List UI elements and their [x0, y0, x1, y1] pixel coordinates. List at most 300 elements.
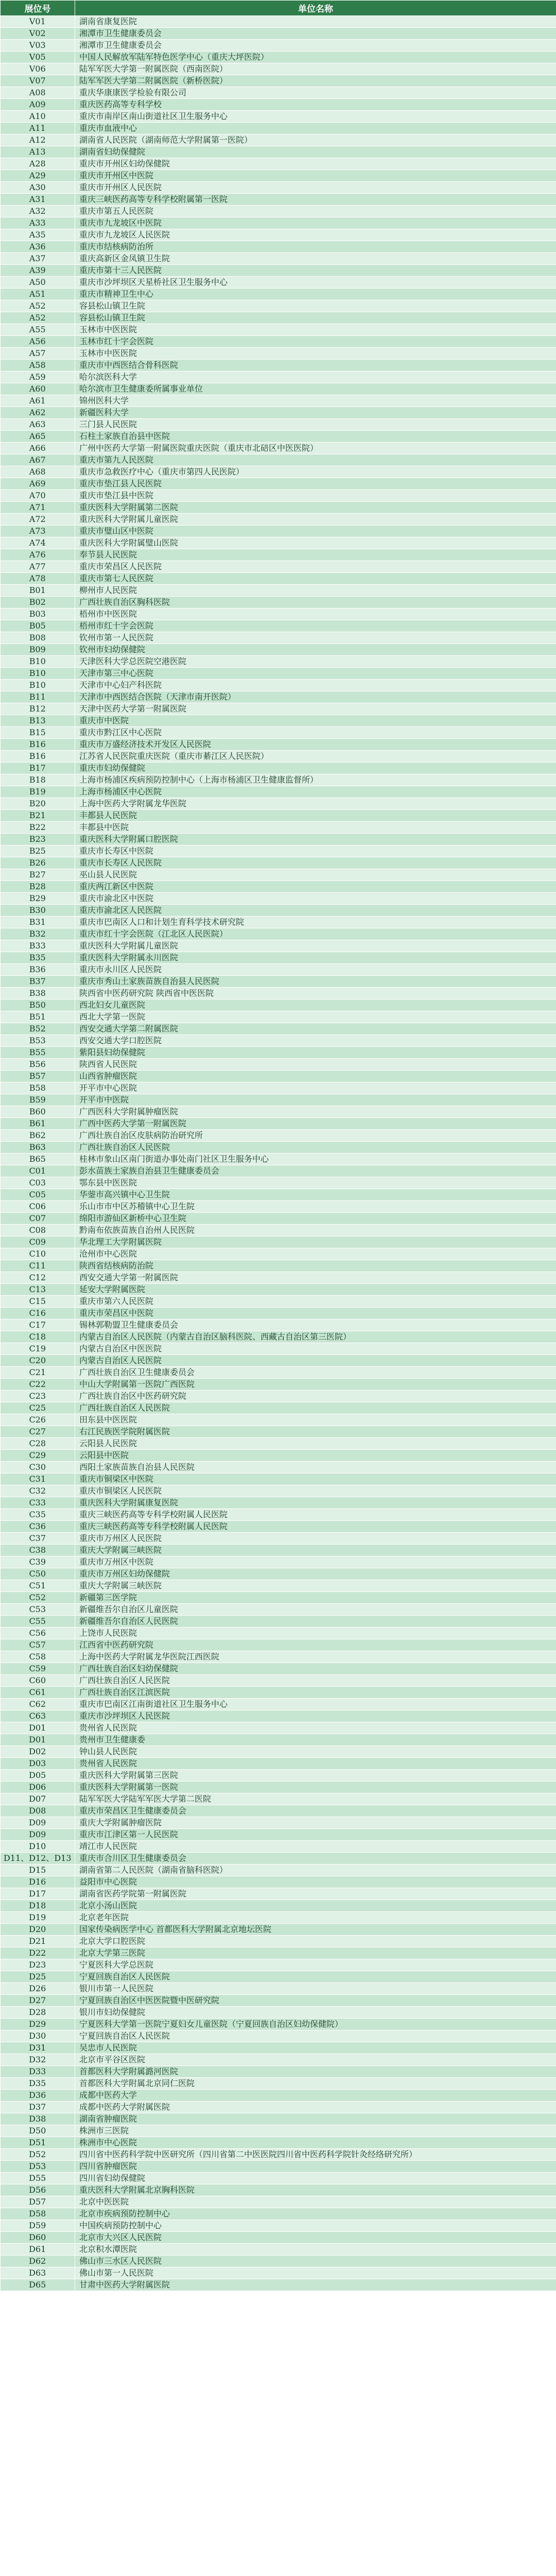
table-row	[1, 822, 556, 834]
table-row	[1, 158, 556, 170]
booth-number-cell: C01	[1, 1165, 75, 1177]
table-row	[1, 608, 556, 620]
organization-name-cell: 重庆市南岸区南山街道社区卫生服务中心	[75, 111, 556, 123]
table-row	[1, 2184, 556, 2196]
booth-number-cell: C33	[1, 1497, 75, 1509]
booth-number-cell: A69	[1, 478, 75, 490]
table-row	[1, 1556, 556, 1568]
organization-name-cell: 三门县人民医院	[75, 419, 556, 431]
organization-name-cell: 江西省中医药研究院	[75, 1639, 556, 1651]
table-row	[1, 478, 556, 490]
table-row	[1, 2042, 556, 2054]
organization-name-cell: 广西壮族自治区皮肤病防治研究所	[75, 1130, 556, 1142]
organization-name-cell: 中山大学附属第一医院广西医院	[75, 1379, 556, 1391]
booth-number-cell: A09	[1, 99, 75, 111]
booth-number-cell: B50	[1, 999, 75, 1011]
organization-name-cell: 西北大学第一医院	[75, 1011, 556, 1023]
organization-name-cell: 银川市第一人民医院	[75, 1983, 556, 1995]
organization-name-cell: 贵州省人民医院	[75, 1758, 556, 1770]
organization-name-cell: 重庆三峡医药高等专科学校附属人民医院	[75, 1521, 556, 1533]
booth-number-cell: D28	[1, 2007, 75, 2019]
booth-number-cell: B25	[1, 845, 75, 857]
organization-name-cell: 陆军军医大学第一附属医院（西南医院）	[75, 63, 556, 75]
booth-number-cell: A13	[1, 146, 75, 158]
booth-number-cell: C39	[1, 1556, 75, 1568]
organization-name-cell: 重庆市垫江县中医院	[75, 490, 556, 502]
booth-number-cell: B15	[1, 727, 75, 739]
table-row	[1, 1094, 556, 1106]
table-row	[1, 2256, 556, 2267]
table-row	[1, 1272, 556, 1284]
organization-name-cell: 重庆市中医院	[75, 715, 556, 727]
organization-name-cell: 广西壮族自治区人民医院	[75, 1142, 556, 1154]
header-organization-name: 单位名称	[75, 1, 556, 16]
table-row	[1, 952, 556, 964]
booth-number-cell: B19	[1, 786, 75, 798]
booth-number-cell: C27	[1, 1426, 75, 1438]
booth-number-cell: B08	[1, 632, 75, 644]
table-row	[1, 1580, 556, 1592]
booth-number-cell: C37	[1, 1533, 75, 1545]
organization-name-cell: 北京大学第三医院	[75, 1947, 556, 1959]
table-row	[1, 834, 556, 845]
table-row	[1, 1568, 556, 1580]
organization-name-cell: 重庆市荣昌区中医院	[75, 1308, 556, 1319]
table-row	[1, 1154, 556, 1165]
table-row	[1, 893, 556, 905]
booth-number-cell: C60	[1, 1675, 75, 1687]
table-row	[1, 277, 556, 289]
booth-number-cell: A08	[1, 87, 75, 99]
table-row	[1, 383, 556, 395]
organization-name-cell: 云阳县人民医院	[75, 1438, 556, 1450]
booth-number-cell: B65	[1, 1154, 75, 1165]
table-row	[1, 1710, 556, 1722]
organization-name-cell: 江苏省人民医院重庆医院（重庆市綦江区人民医院）	[75, 751, 556, 762]
organization-name-cell: 重庆市荣昌区人民医院	[75, 561, 556, 573]
organization-name-cell: 玉林市中医医院	[75, 324, 556, 336]
organization-name-cell: 重庆医药高等专科学校	[75, 99, 556, 111]
booth-number-cell: A56	[1, 336, 75, 348]
table-row	[1, 739, 556, 751]
booth-number-cell: B61	[1, 1118, 75, 1130]
organization-name-cell: 重庆医科大学附属儿童医院	[75, 514, 556, 526]
booth-number-cell: B51	[1, 1011, 75, 1023]
booth-number-cell: B38	[1, 988, 75, 999]
table-row	[1, 52, 556, 63]
booth-number-cell: B01	[1, 585, 75, 597]
table-row	[1, 324, 556, 336]
organization-name-cell: 重庆医科大学附属儿童医院	[75, 940, 556, 952]
booth-number-cell: A55	[1, 324, 75, 336]
booth-number-cell: A74	[1, 537, 75, 549]
organization-name-cell: 银川市妇幼保健院	[75, 2007, 556, 2019]
booth-number-cell: D07	[1, 1793, 75, 1805]
organization-name-cell: 北京小汤山医院	[75, 1900, 556, 1912]
booth-number-cell: A62	[1, 407, 75, 419]
table-row	[1, 999, 556, 1011]
booth-number-cell: B03	[1, 608, 75, 620]
booth-number-cell: D62	[1, 2256, 75, 2267]
organization-name-cell: 沧州市中心医院	[75, 1248, 556, 1260]
organization-name-cell: 上海市杨浦区疾病预防控制中心（上海市杨浦区卫生健康监督所）	[75, 774, 556, 786]
table-row	[1, 1628, 556, 1639]
booth-number-cell: B63	[1, 1142, 75, 1154]
booth-number-cell: A30	[1, 182, 75, 194]
booth-number-cell: V05	[1, 52, 75, 63]
organization-name-cell: 延安大学附属医院	[75, 1284, 556, 1296]
table-row	[1, 1616, 556, 1628]
booth-number-cell: B23	[1, 834, 75, 845]
booth-number-cell: C07	[1, 1213, 75, 1225]
booth-number-cell: A36	[1, 241, 75, 253]
booth-number-cell: A77	[1, 561, 75, 573]
table-row	[1, 1201, 556, 1213]
table-row	[1, 632, 556, 644]
booth-number-cell: D01	[1, 1734, 75, 1746]
booth-number-cell: D18	[1, 1900, 75, 1912]
organization-name-cell: 重庆市万州区人民医院	[75, 1533, 556, 1545]
organization-name-cell: 黔南布依族苗族自治州人民医院	[75, 1225, 556, 1236]
booth-number-cell: D03	[1, 1758, 75, 1770]
organization-name-cell: 首都医科大学附属北京同仁医院	[75, 2078, 556, 2090]
table-row	[1, 691, 556, 703]
booth-number-cell: B56	[1, 1059, 75, 1071]
booth-number-cell: B10	[1, 680, 75, 691]
table-row	[1, 419, 556, 431]
table-row	[1, 1959, 556, 1971]
table-row	[1, 1699, 556, 1710]
organization-name-cell: 钟山县人民医院	[75, 1746, 556, 1758]
organization-name-cell: 重庆市血液中心	[75, 123, 556, 134]
table-row	[1, 810, 556, 822]
organization-name-cell: 重庆市长寿区人民医院	[75, 857, 556, 869]
organization-name-cell: 四川省中医药科学院中医研究所（四川省第二中医医院四川省中医药科学院针灸经络研究所）	[75, 2149, 556, 2161]
organization-name-cell: 重庆市急救医疗中心（重庆市第四人民医院）	[75, 466, 556, 478]
booth-number-cell: A57	[1, 348, 75, 360]
organization-name-cell: 重庆市沙坪坝区天星桥社区卫生服务中心	[75, 277, 556, 289]
table-row	[1, 2019, 556, 2030]
booth-number-cell: A10	[1, 111, 75, 123]
organization-name-cell: 湖南省第二人民医院（湖南省脑科医院）	[75, 1865, 556, 1876]
table-row	[1, 466, 556, 478]
table-row	[1, 2090, 556, 2102]
table-row	[1, 111, 556, 123]
table-row	[1, 1497, 556, 1509]
organization-name-cell: 丰都县人民医院	[75, 810, 556, 822]
table-row	[1, 2113, 556, 2125]
booth-number-cell: D15	[1, 1865, 75, 1876]
table-row	[1, 561, 556, 573]
organization-name-cell: 天津医科大学总医院空港医院	[75, 656, 556, 668]
booth-number-cell: A70	[1, 490, 75, 502]
table-row	[1, 1947, 556, 1959]
organization-name-cell: 桂林市象山区南门街道办事处南门社区卫生服务中心	[75, 1154, 556, 1165]
organization-name-cell: 重庆市第九人民医院	[75, 454, 556, 466]
table-row	[1, 1462, 556, 1473]
table-row	[1, 1485, 556, 1497]
booth-number-cell: D50	[1, 2125, 75, 2137]
booth-number-cell: D58	[1, 2208, 75, 2220]
organization-name-cell: 湖南省肿瘤医院	[75, 2113, 556, 2125]
organization-name-cell: 梧州市红十字会医院	[75, 620, 556, 632]
table-row	[1, 1675, 556, 1687]
table-row	[1, 1805, 556, 1817]
booth-number-cell: D19	[1, 1912, 75, 1924]
table-row	[1, 1450, 556, 1462]
table-row	[1, 2244, 556, 2256]
booth-number-cell: C29	[1, 1450, 75, 1462]
booth-number-cell: A71	[1, 502, 75, 514]
booth-number-cell: D11、D12、D13	[1, 1853, 75, 1865]
organization-name-cell: 重庆市九龙坡区中医院	[75, 217, 556, 229]
organization-name-cell: 四川省肿瘤医院	[75, 2161, 556, 2173]
booth-number-cell: D02	[1, 1746, 75, 1758]
organization-name-cell: 内蒙古自治区人民医院	[75, 1355, 556, 1367]
table-row	[1, 134, 556, 146]
booth-number-cell: D06	[1, 1782, 75, 1793]
organization-name-cell: 重庆市第十三人民医院	[75, 265, 556, 277]
booth-number-cell: A73	[1, 526, 75, 537]
organization-name-cell: 重庆市第六人民医院	[75, 1296, 556, 1308]
booth-number-cell: B13	[1, 715, 75, 727]
organization-name-cell: 重庆医科大学附属永川医院	[75, 952, 556, 964]
booth-number-cell: B09	[1, 644, 75, 656]
booth-number-cell: D52	[1, 2149, 75, 2161]
table-row	[1, 2220, 556, 2232]
organization-name-cell: 陕西省结核病防治院	[75, 1260, 556, 1272]
booth-number-cell: V06	[1, 63, 75, 75]
table-row	[1, 1758, 556, 1770]
booth-number-cell: A61	[1, 395, 75, 407]
table-row	[1, 1876, 556, 1888]
table-row	[1, 2007, 556, 2019]
booth-number-cell: D26	[1, 1983, 75, 1995]
organization-name-cell: 重庆市沙坪坝区人民医院	[75, 1710, 556, 1722]
table-row	[1, 1059, 556, 1071]
booth-number-cell: C55	[1, 1616, 75, 1628]
organization-name-cell: 重庆市渝北区中医院	[75, 893, 556, 905]
table-row	[1, 1734, 556, 1746]
booth-number-cell: C16	[1, 1308, 75, 1319]
table-row	[1, 762, 556, 774]
table-row	[1, 2137, 556, 2149]
organization-name-cell: 甘肃中医药大学附属医院	[75, 2279, 556, 2291]
booth-number-cell: D01	[1, 1722, 75, 1734]
organization-name-cell: 湖南省人民医院（湖南师范大学附属第一医院）	[75, 134, 556, 146]
booth-number-cell: B22	[1, 822, 75, 834]
booth-number-cell: B37	[1, 976, 75, 988]
organization-name-cell: 重庆市黔江区中心医院	[75, 727, 556, 739]
organization-name-cell: 重庆大学附属三峡医院	[75, 1580, 556, 1592]
organization-name-cell: 西安交通大学第二附属医院	[75, 1023, 556, 1035]
organization-name-cell: 重庆市万州区中医院	[75, 1556, 556, 1568]
organization-name-cell: 上饶市人民医院	[75, 1628, 556, 1639]
table-row	[1, 2173, 556, 2184]
organization-name-cell: 重庆两江新区中医院	[75, 881, 556, 893]
booth-number-cell: C59	[1, 1663, 75, 1675]
booth-number-cell: C56	[1, 1628, 75, 1639]
organization-name-cell: 重庆三峡医药高等专科学校附属第一医院	[75, 194, 556, 206]
table-row	[1, 537, 556, 549]
organization-name-cell: 重庆市开州区中医院	[75, 170, 556, 182]
organization-name-cell: 重庆市铜梁区人民医院	[75, 1485, 556, 1497]
booth-number-cell: D17	[1, 1888, 75, 1900]
table-row	[1, 312, 556, 324]
booth-number-cell: D10	[1, 1841, 75, 1853]
organization-name-cell: 重庆市垫江县人民医院	[75, 478, 556, 490]
table-row	[1, 1983, 556, 1995]
table-row	[1, 1177, 556, 1189]
table-row	[1, 549, 556, 561]
organization-name-cell: 北京市疾病预防控制中心	[75, 2208, 556, 2220]
table-row	[1, 1130, 556, 1142]
table-row	[1, 443, 556, 454]
organization-name-cell: 重庆市中西医结合骨科医院	[75, 360, 556, 371]
table-row	[1, 1213, 556, 1225]
organization-name-cell: 重庆市渝北区人民医院	[75, 905, 556, 917]
organization-name-cell: 天津中医药大学第一附属医院	[75, 703, 556, 715]
table-row	[1, 490, 556, 502]
organization-name-cell: 重庆市璧山区中医院	[75, 526, 556, 537]
organization-name-cell: 重庆市妇幼保健院	[75, 762, 556, 774]
booth-number-cell: C32	[1, 1485, 75, 1497]
organization-name-cell: 西安交通大学口腔医院	[75, 1035, 556, 1047]
organization-name-cell: 广西医科大学附属肿瘤医院	[75, 1106, 556, 1118]
booth-number-cell: D36	[1, 2090, 75, 2102]
booth-number-cell: B57	[1, 1071, 75, 1082]
booth-number-cell: D61	[1, 2244, 75, 2256]
booth-number-cell: D25	[1, 1971, 75, 1983]
table-row	[1, 1604, 556, 1616]
organization-name-cell: 天津市中西医结合医院（天津市南开医院）	[75, 691, 556, 703]
booth-number-cell: A59	[1, 371, 75, 383]
organization-name-cell: 陕西省中医药研究院 陕西省中医医院	[75, 988, 556, 999]
booth-number-cell: B18	[1, 774, 75, 786]
organization-name-cell: 广西壮族自治区人民医院	[75, 1402, 556, 1414]
booth-number-cell: A33	[1, 217, 75, 229]
table-row	[1, 2267, 556, 2279]
booth-number-cell: A60	[1, 383, 75, 395]
booth-number-cell: C05	[1, 1189, 75, 1201]
table-row	[1, 928, 556, 940]
table-row	[1, 431, 556, 443]
organization-name-cell: 重庆市开州区妇幼保健院	[75, 158, 556, 170]
booth-number-cell: B16	[1, 739, 75, 751]
table-row	[1, 1817, 556, 1829]
organization-name-cell: 重庆市巴南区江南街道社区卫生服务中心	[75, 1699, 556, 1710]
booth-number-cell: B26	[1, 857, 75, 869]
booth-number-cell: B62	[1, 1130, 75, 1142]
booth-number-cell: C20	[1, 1355, 75, 1367]
table-row	[1, 40, 556, 52]
organization-name-cell: 乐山市市中区苏稽镇中心卫生院	[75, 1201, 556, 1213]
table-row	[1, 1509, 556, 1521]
booth-number-cell: B60	[1, 1106, 75, 1118]
organization-name-cell: 梧州市中医医院	[75, 608, 556, 620]
table-row	[1, 182, 556, 194]
table-row	[1, 241, 556, 253]
table-row	[1, 1248, 556, 1260]
booth-number-cell: C15	[1, 1296, 75, 1308]
booth-number-cell: D22	[1, 1947, 75, 1959]
table-row	[1, 2232, 556, 2244]
table-row	[1, 1545, 556, 1556]
organization-name-cell: 华北理工大学附属医院	[75, 1236, 556, 1248]
booth-number-cell: D09	[1, 1817, 75, 1829]
booth-number-cell: D23	[1, 1959, 75, 1971]
booth-number-cell: B27	[1, 869, 75, 881]
table-row	[1, 2279, 556, 2291]
booth-number-cell: C51	[1, 1580, 75, 1592]
table-row	[1, 16, 556, 28]
organization-name-cell: 新疆第三医学院	[75, 1592, 556, 1604]
booth-number-cell: A32	[1, 206, 75, 217]
organization-name-cell: 西阳土家族苗族自治县人民医院	[75, 1462, 556, 1473]
organization-name-cell: 广西壮族自治区卫生健康委员会	[75, 1367, 556, 1379]
booth-number-cell: B05	[1, 620, 75, 632]
table-body	[1, 16, 556, 2291]
table-row	[1, 1071, 556, 1082]
organization-name-cell: 重庆市荣昌区卫生健康委员会	[75, 1805, 556, 1817]
organization-name-cell: 重庆市永川区人民医院	[75, 964, 556, 976]
organization-name-cell: 益阳市中心医院	[75, 1876, 556, 1888]
booth-number-cell: C09	[1, 1236, 75, 1248]
booth-number-cell: C10	[1, 1248, 75, 1260]
table-row	[1, 146, 556, 158]
header-booth-number: 展位号	[1, 1, 75, 16]
table-row	[1, 857, 556, 869]
booth-number-cell: D32	[1, 2054, 75, 2066]
booth-number-cell: A66	[1, 443, 75, 454]
table-row	[1, 1331, 556, 1343]
table-row	[1, 1995, 556, 2007]
booth-number-cell: V07	[1, 75, 75, 87]
organization-name-cell: 奉节县人民医院	[75, 549, 556, 561]
booth-number-cell: D16	[1, 1876, 75, 1888]
table-row	[1, 87, 556, 99]
organization-name-cell: 重庆市铜梁区中医院	[75, 1473, 556, 1485]
table-row	[1, 1379, 556, 1391]
organization-name-cell: 玉林市红十字会医院	[75, 336, 556, 348]
booth-number-cell: A68	[1, 466, 75, 478]
organization-name-cell: 重庆市第七人民医院	[75, 573, 556, 585]
table-row	[1, 597, 556, 608]
organization-name-cell: 重庆医科大学附属北京胸科医院	[75, 2184, 556, 2196]
organization-name-cell: 重庆医科大学附属口腔医院	[75, 834, 556, 845]
organization-name-cell: 湖南省妇幼保健院	[75, 146, 556, 158]
table-row	[1, 1865, 556, 1876]
booth-number-cell: C26	[1, 1414, 75, 1426]
organization-name-cell: 巫山县人民医院	[75, 869, 556, 881]
table-row	[1, 1841, 556, 1853]
booth-number-cell: A50	[1, 277, 75, 289]
table-row	[1, 585, 556, 597]
table-row	[1, 1035, 556, 1047]
booth-number-cell: B16	[1, 751, 75, 762]
booth-number-cell: A58	[1, 360, 75, 371]
organization-name-cell: 华蓥市高兴镇中心卫生院	[75, 1189, 556, 1201]
table-row	[1, 1225, 556, 1236]
booth-number-cell: B35	[1, 952, 75, 964]
table-row	[1, 28, 556, 40]
table-row	[1, 620, 556, 632]
organization-name-cell: 重庆市巴南区人口和计划生育科学技术研究院	[75, 917, 556, 928]
organization-name-cell: 北京积水潭医院	[75, 2244, 556, 2256]
table-row	[1, 1343, 556, 1355]
table-row	[1, 1189, 556, 1201]
organization-name-cell: 新疆维吾尔自治区人民医院	[75, 1616, 556, 1628]
